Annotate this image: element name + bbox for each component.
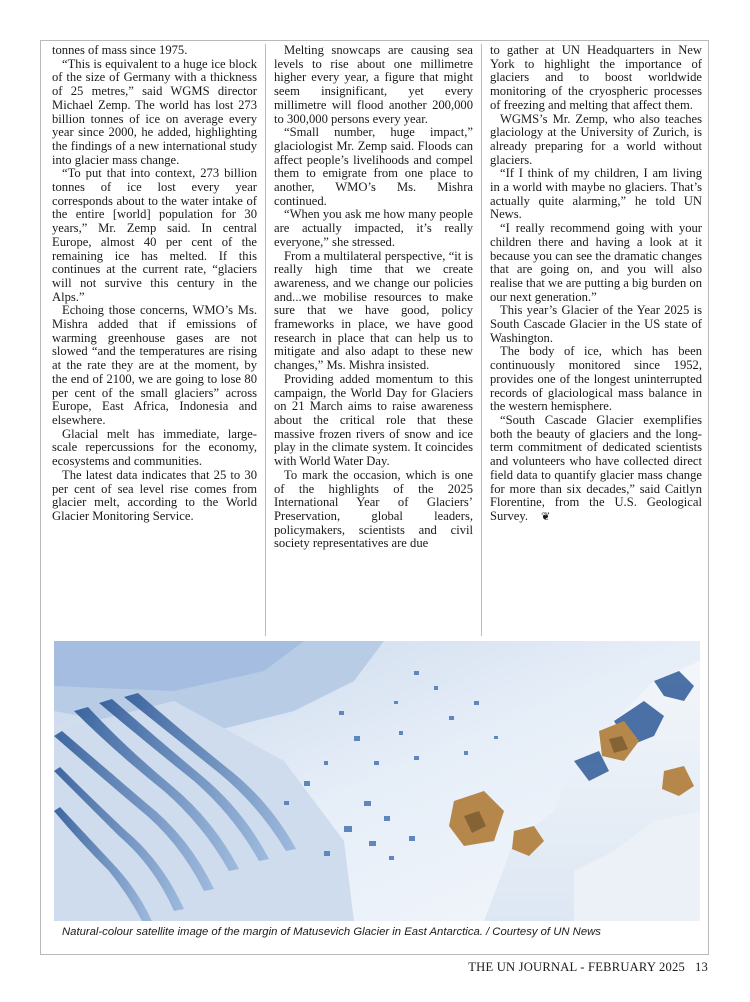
paragraph: The body of ice, which has been continuously monitored since 1952, provides one of the longest uninterrupted records of glaciological mass balance in the western hemisphere. bbox=[490, 344, 702, 414]
paragraph: The latest data indicates that 25 to 30 per cent of sea level rise comes from glacier melt, according to the World Glacier Monitoring Service. bbox=[52, 467, 257, 523]
paragraph: From a multilateral perspective, “it is really high time that we create awareness, and we change our policies and...we mobilise resources to make sure that we have good, policy frameworks in place, we have good research in place that can help us to mitigate and also adapt to these new changes,” Ms. Mishra insisted. bbox=[274, 248, 473, 373]
column-1 bbox=[52, 44, 265, 636]
photo-caption: Natural-colour satellite image of the margin of Matusevich Glacier in East Antarctica. / Courtesy of UN News bbox=[54, 921, 700, 943]
paragraph: “Small number, huge impact,” glaciologist Mr. Zemp said. Floods can affect people’s livelihoods and compel them to emigrate from one place to another, WMO’s Ms. Mishra continued. bbox=[274, 125, 473, 208]
paragraph: Glacial melt has immediate, large-scale repercussions for the economy, ecosystems and communities. bbox=[52, 426, 257, 469]
glacier-satellite-image bbox=[54, 641, 700, 921]
paragraph: “When you ask me how many people are actually impacted, it’s really everyone,” she stressed. bbox=[274, 207, 473, 249]
paragraph: WGMS’s Mr. Zemp, who also teaches glaciology at the University of Zurich, is already preparing for a world without glaciers. bbox=[490, 111, 702, 167]
paragraph: “This is equivalent to a huge ice block of the size of Germany with a thickness of 25 metres,” said WGMS director Michael Zemp. The world has lost 273 billion tonnes of ice on average every year since 2000, he added, highlighting the findings of a new international study into glacier mass change. bbox=[52, 56, 257, 167]
paragraph: “To put that into context, 273 billion tonnes of ice lost every year corresponds about to the water intake of the entire [world] population for 30 years,” Mr. Zemp said. In central Europe, almost 40 per cent of the remaining ice has melted. If this continues at the current rate, “glaciers will not survive this century in the Alps.” bbox=[52, 166, 257, 304]
paragraph: Melting snowcaps are causing sea levels to rise about one millimetre higher every year, a figure that might seem insignificant, yet every millimetre will flood another 200,000 to 300,000 persons every year. bbox=[274, 44, 473, 126]
paragraph: “South Cascade Glacier exemplifies both the beauty of glaciers and the long-term commitment of dedicated scientists and volunteers who have collected direct field data to quantify glacier mass change for more than six decades,” said Caitlyn Florentine, from the U.S. Geological Survey. ❦ bbox=[490, 412, 702, 523]
paragraph: This year’s Glacier of the Year 2025 is South Cascade Glacier in the US state of Washington. bbox=[490, 303, 702, 345]
paragraph: tonnes of mass since 1975. bbox=[52, 44, 188, 57]
paragraph: To mark the occasion, which is one of the highlights of the 2025 International Year of Glaciers’ Preservation, global leaders, policymakers, scientists and civil society representatives are due bbox=[274, 467, 473, 551]
paragraph: Echoing those concerns, WMO’s Ms. Mishra added that if emissions of warming greenhouse gases are not slowed “and the temperatures are rising at the rate they are at the moment, by the end of 2100, we are going to lose 80 per cent of the small glaciers” across Europe, East Africa, Indonesia and elsewhere. bbox=[52, 303, 257, 427]
end-of-article-icon: ❦ bbox=[541, 510, 551, 523]
article-body bbox=[52, 44, 702, 636]
column-3 bbox=[482, 44, 702, 636]
page-number: 13 bbox=[695, 960, 708, 974]
paragraph: “I really recommend going with your children there and having a look at it because you can see the dramatic changes that are going on, and you will also realise that we are putting a big burden on our next generation.” bbox=[490, 221, 702, 304]
column-2 bbox=[265, 44, 482, 636]
paragraph: “If I think of my children, I am living in a world with maybe no glaciers. That’s actually quite alarming,” he told UN News. bbox=[490, 166, 702, 222]
page-footer bbox=[468, 960, 708, 975]
satellite-photo bbox=[54, 641, 700, 921]
publication-name: THE UN JOURNAL - FEBRUARY 2025 bbox=[468, 960, 685, 974]
paragraph: to gather at UN Headquarters in New York to highlight the importance of glaciers and to boost worldwide monitoring of the cryospheric processes of freezing and melting that affect them. bbox=[490, 44, 702, 112]
paragraph: Providing added momentum to this campaign, the World Day for Glaciers on 21 March aims to raise awareness about the critical role that these massive frozen rivers of snow and ice play in the climate system. It coincides with World Water Day. bbox=[274, 371, 473, 469]
